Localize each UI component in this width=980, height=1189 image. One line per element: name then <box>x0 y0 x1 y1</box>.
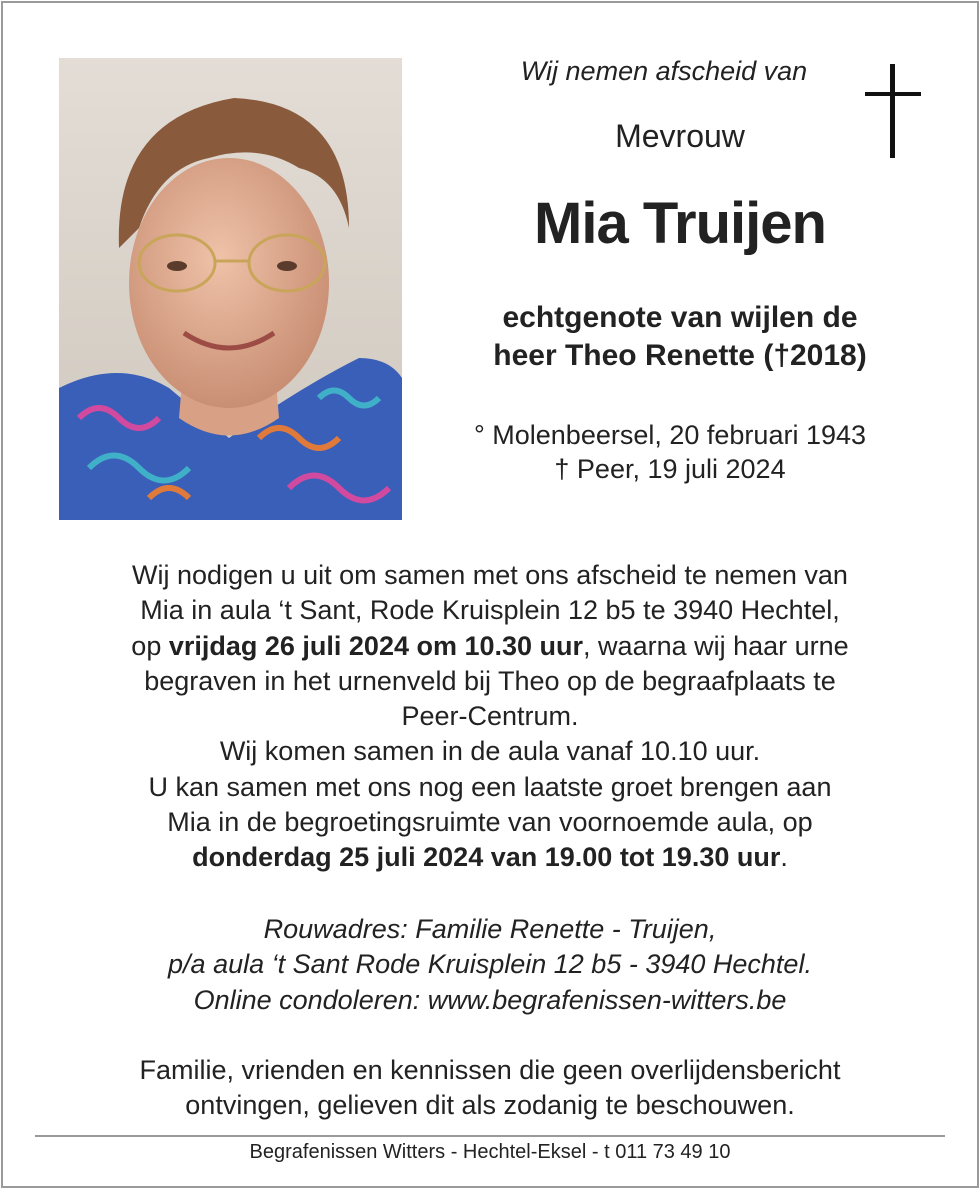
intro-text <box>420 56 920 87</box>
invitation-text: , waarna wij haar urne <box>583 630 849 661</box>
spouse-line-1: echtgenote van wijlen de <box>502 301 858 334</box>
invitation-line <box>40 840 940 875</box>
condolence-link[interactable]: Online condoleren: www.begrafenissen-witters.be <box>193 984 787 1015</box>
invitation-line: begraven in het urnenveld bij Theo op de begraafplaats te <box>144 665 836 696</box>
spouse-line-2: heer Theo Renette (†2018) <box>493 339 867 372</box>
cross-horizontal <box>865 92 921 96</box>
birth-date: ° Molenbeersel, 20 februari 1943 <box>473 420 867 450</box>
invitation-line: Wij komen samen in de aula vanaf 10.10 uur. <box>219 736 761 767</box>
portrait-photo <box>59 58 402 520</box>
invitation-line: Mia in de begroetingsruimte van voornoemde aula, op <box>167 807 813 838</box>
intro-label: Wij nemen afscheid van <box>520 56 808 86</box>
footer-text: Begrafenissen Witters - Hechtel-Eksel - t 011 73 49 10 <box>249 1141 731 1163</box>
closing-paragraph <box>40 1053 940 1124</box>
footer-divider <box>35 1135 945 1137</box>
invitation-line: Mia in aula ‘t Sant, Rode Kruisplein 12 b5 te 3940 Hechtel, <box>140 595 840 626</box>
portrait-illustration <box>59 58 402 520</box>
closing-line: Familie, vrienden en kennissen die geen overlijdensbericht <box>139 1055 841 1085</box>
invitation-paragraph <box>40 558 940 876</box>
honorific: Mevrouw <box>615 118 745 154</box>
closing-line: ontvingen, gelieven dit als zodanig te beschouwen. <box>185 1090 795 1121</box>
address-line: p/a aula ‘t Sant Rode Kruisplein 12 b5 - 3940 Hechtel. <box>168 949 812 980</box>
invitation-line <box>40 629 940 664</box>
visitation-datetime: donderdag 25 juli 2024 van 19.00 tot 19.30 uur <box>192 842 781 873</box>
invitation-text: op <box>131 630 169 661</box>
spouse-info <box>420 299 940 375</box>
invitation-line: U kan samen met ons nog een laatste groet brengen aan <box>148 771 832 802</box>
death-date: † Peer, 19 juli 2024 <box>554 454 786 484</box>
life-dates <box>420 418 920 486</box>
invitation-text: . <box>780 842 788 873</box>
invitation-line: Peer-Centrum. <box>401 701 579 732</box>
invitation-line: Wij nodigen u uit om samen met ons afscheid te nemen van <box>132 560 848 590</box>
deceased-name: Mia Truijen <box>534 191 826 256</box>
address-line: Rouwadres: Familie Renette - Truijen, <box>263 914 717 944</box>
address-paragraph <box>40 912 940 1018</box>
ceremony-datetime: vrijdag 26 juli 2024 om 10.30 uur <box>168 630 584 661</box>
